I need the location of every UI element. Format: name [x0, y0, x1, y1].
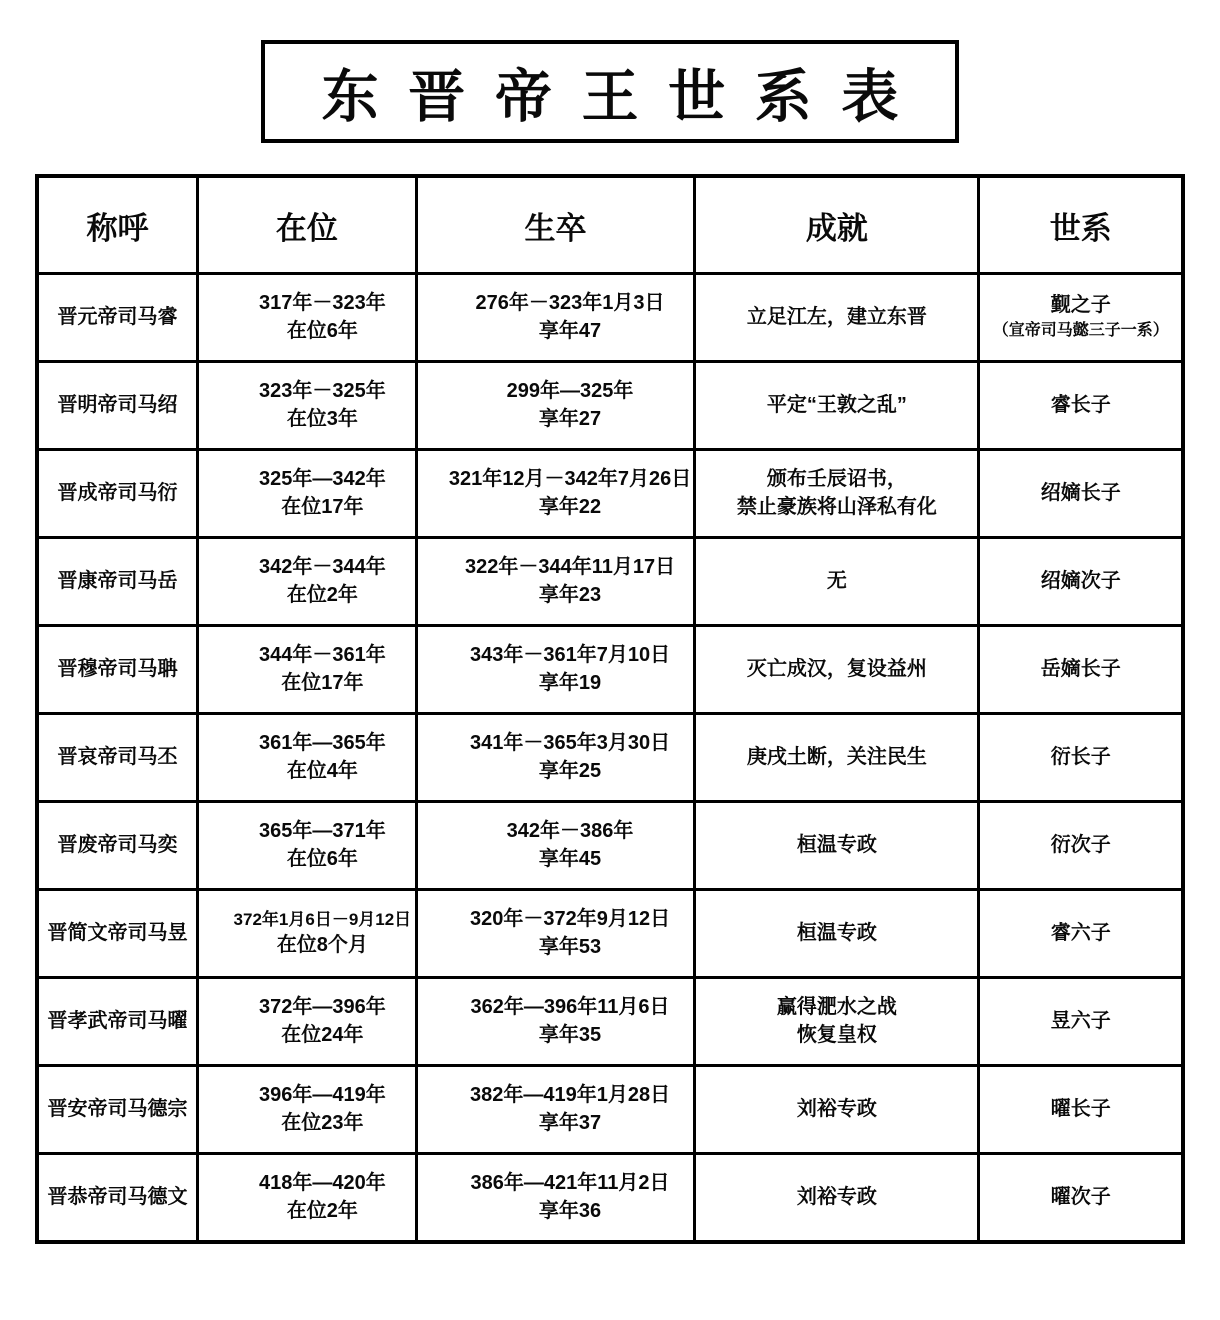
table-cell — [416, 978, 694, 1066]
cell-line-text: 在位17年 — [281, 496, 364, 518]
cell-line-text: 321年12月－342年7月26日 — [448, 468, 692, 490]
table-cell — [979, 802, 1183, 890]
cell-line-text: 昱六子 — [1050, 1010, 1111, 1032]
cell-line-text: 382年—419年1月28日 — [469, 1084, 671, 1106]
table-cell — [416, 626, 694, 714]
table-row — [37, 714, 1183, 802]
cell-line-text: 晋安帝司马德宗 — [47, 1098, 188, 1120]
cell-line-text: 在位23年 — [281, 1112, 364, 1134]
cell-line-text: 320年－372年9月12日 — [469, 908, 671, 930]
table-cell — [37, 978, 197, 1066]
table-cell — [695, 890, 979, 978]
table-cell — [197, 802, 416, 890]
table-cell — [37, 274, 197, 362]
table-cell — [979, 274, 1183, 362]
cell-line-text: 在位6年 — [286, 848, 358, 870]
table-cell — [416, 1154, 694, 1243]
cell-line-text: 睿长子 — [1050, 394, 1111, 416]
header-achievement-col: 成就 — [695, 176, 979, 274]
cell-line-text: 曜次子 — [1050, 1186, 1111, 1208]
cell-line-text: 享年25 — [538, 760, 602, 782]
cell-line-text: 361年—365年 — [259, 732, 386, 754]
cell-line-text: 立足江左，建立东晋 — [746, 306, 927, 328]
table-cell — [197, 1154, 416, 1243]
table-cell — [37, 538, 197, 626]
table-cell — [197, 450, 416, 538]
cell-line-text: 276年－323年1月3日 — [475, 292, 665, 314]
cell-line-text: 享年23 — [538, 584, 602, 606]
table-cell — [37, 1154, 197, 1243]
cell-line-text: 323年－325年 — [259, 380, 386, 402]
cell-line-text: 享年19 — [538, 672, 602, 694]
table-cell — [695, 274, 979, 362]
cell-line-text: 晋明帝司马绍 — [57, 394, 178, 416]
cell-line-text: 绍嫡长子 — [1040, 482, 1121, 504]
cell-line-text: 在位6年 — [286, 320, 358, 342]
cell-line-text: 晋简文帝司马昱 — [47, 922, 188, 944]
table-cell — [416, 450, 694, 538]
cell-line-text: 在位24年 — [281, 1024, 364, 1046]
table-cell — [695, 1066, 979, 1154]
table-cell — [695, 802, 979, 890]
cell-line-text: 372年—396年 — [259, 996, 386, 1018]
cell-line-text: 343年－361年7月10日 — [469, 644, 671, 666]
cell-line-text: 享年45 — [538, 848, 602, 870]
table-cell — [979, 450, 1183, 538]
cell-line-text: 在位4年 — [286, 760, 358, 782]
table-cell — [197, 978, 416, 1066]
cell-line-text: 322年－344年11月17日 — [464, 556, 676, 578]
cell-line-text: 299年—325年 — [506, 380, 634, 402]
cell-line-text: 享年53 — [538, 936, 602, 958]
cell-line-text: 晋穆帝司马聃 — [57, 658, 178, 680]
cell-line-text: 396年—419年 — [259, 1084, 386, 1106]
cell-line-text: 享年47 — [538, 320, 602, 342]
table-cell — [416, 1066, 694, 1154]
cell-line-text: 在位2年 — [286, 1200, 358, 1222]
table-cell — [979, 1154, 1183, 1243]
cell-line-text: （宣帝司马懿三子一系） — [992, 322, 1169, 340]
cell-line-text: 晋哀帝司马丕 — [57, 746, 178, 768]
cell-line-text: 庚戌土断，关注民生 — [746, 746, 927, 768]
table-cell — [979, 714, 1183, 802]
genealogy-table — [35, 174, 1185, 1244]
cell-line-text: 颁布壬辰诏书， — [766, 468, 907, 490]
table-cell — [695, 626, 979, 714]
cell-line-text: 晋恭帝司马德文 — [47, 1186, 188, 1208]
table-body — [37, 274, 1183, 1243]
table-cell — [37, 626, 197, 714]
cell-line-text: 享年27 — [538, 408, 602, 430]
table-row — [37, 1154, 1183, 1243]
cell-line-text: 享年37 — [538, 1112, 602, 1134]
cell-line-text: 衍次子 — [1050, 834, 1111, 856]
table-cell — [416, 714, 694, 802]
cell-line-text: 在位8个月 — [276, 934, 368, 957]
table-cell — [695, 450, 979, 538]
table-row — [37, 1066, 1183, 1154]
title-box — [261, 40, 959, 143]
cell-line-text: 365年—371年 — [259, 820, 386, 842]
cell-line-text: 绍嫡次子 — [1040, 570, 1121, 592]
cell-line-text: 享年35 — [538, 1024, 602, 1046]
table-cell — [197, 626, 416, 714]
cell-line-text: 晋废帝司马奕 — [57, 834, 178, 856]
cell-line-text: 341年－365年3月30日 — [469, 732, 671, 754]
table-cell — [197, 1066, 416, 1154]
cell-line-text: 无 — [826, 570, 847, 592]
cell-line-text: 晋康帝司马岳 — [57, 570, 178, 592]
table-cell — [695, 978, 979, 1066]
cell-line-text: 桓温专政 — [796, 922, 877, 944]
table-cell — [37, 1066, 197, 1154]
table-cell — [695, 1154, 979, 1243]
cell-line-text: 晋孝武帝司马曜 — [47, 1010, 188, 1032]
table-row — [37, 626, 1183, 714]
cell-line-text: 平定“王敦之乱” — [766, 394, 907, 416]
table-cell — [979, 626, 1183, 714]
cell-line-text: 睿六子 — [1050, 922, 1111, 944]
cell-line-text: 曜长子 — [1050, 1098, 1111, 1120]
cell-line-text: 享年22 — [538, 496, 602, 518]
table-cell — [197, 714, 416, 802]
table-row — [37, 362, 1183, 450]
table-row — [37, 978, 1183, 1066]
table-cell — [416, 274, 694, 362]
header-reign-col: 在位 — [197, 176, 416, 274]
cell-line-text: 觐之子 — [1050, 294, 1111, 317]
table-cell — [695, 714, 979, 802]
cell-line-text: 禁止豪族将山泽私有化 — [736, 496, 937, 518]
cell-line-text: 享年36 — [538, 1200, 602, 1222]
table-cell — [416, 802, 694, 890]
table-row — [37, 890, 1183, 978]
table-cell — [197, 274, 416, 362]
table-row — [37, 274, 1183, 362]
cell-line-text: 桓温专政 — [796, 834, 877, 856]
cell-line-text: 372年1月6日－9月12日 — [233, 909, 412, 929]
table-cell — [416, 890, 694, 978]
cell-line-text: 刘裕专政 — [796, 1098, 877, 1120]
cell-line-text: 晋成帝司马衍 — [57, 482, 178, 504]
table-cell — [37, 714, 197, 802]
cell-line-text: 362年—396年11月6日 — [470, 996, 670, 1018]
table-cell — [416, 362, 694, 450]
cell-line-text: 岳嫡长子 — [1040, 658, 1121, 680]
cell-line-text: 刘裕专政 — [796, 1186, 877, 1208]
cell-line-text: 衍长子 — [1050, 746, 1111, 768]
table-cell — [197, 538, 416, 626]
table-cell — [695, 538, 979, 626]
table-cell — [979, 890, 1183, 978]
cell-line-text: 晋元帝司马睿 — [57, 306, 178, 328]
table-cell — [979, 1066, 1183, 1154]
cell-line-text: 344年－361年 — [259, 644, 386, 666]
header-life-col: 生卒 — [416, 176, 694, 274]
cell-line-text: 342年－386年 — [506, 820, 634, 842]
page-title: 东晋帝王世系表 — [321, 64, 929, 129]
cell-line-text: 在位3年 — [286, 408, 358, 430]
cell-line-text: 恢复皇权 — [796, 1024, 877, 1046]
table-row — [37, 538, 1183, 626]
cell-line-text: 386年—421年11月2日 — [470, 1172, 670, 1194]
table-cell — [979, 538, 1183, 626]
table-row — [37, 450, 1183, 538]
cell-line-text: 在位2年 — [286, 584, 358, 606]
cell-line-text: 灭亡成汉，复设益州 — [746, 658, 927, 680]
table-cell — [37, 362, 197, 450]
table-cell — [37, 802, 197, 890]
header-row — [37, 176, 1183, 274]
cell-line-text: 418年—420年 — [259, 1172, 386, 1194]
header-title-col: 称呼 — [37, 176, 197, 274]
cell-line-text: 赢得淝水之战 — [776, 996, 897, 1018]
cell-line-text: 在位17年 — [281, 672, 364, 694]
table-cell — [416, 538, 694, 626]
cell-line-text: 342年－344年 — [259, 556, 386, 578]
header-lineage-col: 世系 — [979, 176, 1183, 274]
table-cell — [695, 362, 979, 450]
table-cell — [37, 450, 197, 538]
table-cell — [979, 362, 1183, 450]
table-row — [37, 802, 1183, 890]
table-cell — [37, 890, 197, 978]
cell-line-text: 317年－323年 — [259, 292, 386, 314]
table-cell — [979, 978, 1183, 1066]
table-cell — [197, 890, 416, 978]
table-cell — [197, 362, 416, 450]
table-header — [37, 176, 1183, 274]
cell-line-text: 325年—342年 — [259, 468, 386, 490]
